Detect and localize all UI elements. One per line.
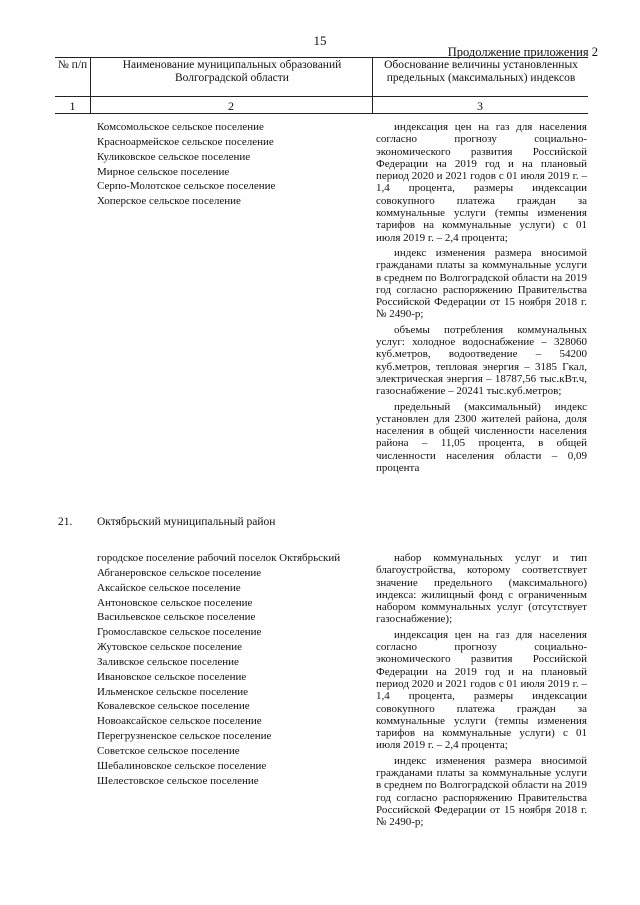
list-item: Советское сельское поселение: [97, 744, 240, 757]
justification-paragraph: индексация цен на газ для населения согласно прогнозу социально-экономического развития Российской Федерации на 2019 год и на плановый период 2020 и 2021 годов с 01 июля 2019 г. – 1,4 процента, размеры индексации совокупного платежа граждан за коммунальные услуги (темпы изменения тарифов на коммунальные услуги) с 01 июля 2019 г. – 2,4 процента;: [376, 628, 587, 752]
list-item: Комсомольское сельское поселение: [97, 121, 264, 133]
header-top-rule: [55, 57, 588, 58]
list-item: Красноармейское сельское поселение: [97, 135, 274, 148]
column-index-3: 3: [477, 99, 483, 113]
continuation-label: Продолжение приложения 2: [447, 45, 598, 59]
section-title: Октябрьский муниципальный район: [97, 516, 276, 528]
list-item: Шелестовское сельское поселение: [97, 774, 259, 787]
list-item: Серпо-Молотское сельское поселение: [97, 180, 276, 193]
list-item: Жутовское сельское поселение: [97, 641, 242, 654]
justification-paragraph: набор коммунальных услуг и тип благоустройства, которому соответствует значение предельного (максимального) индекса: жилищный фонд с ограниченным набором коммунальных услуг (отсутствует газоснабжение);: [376, 552, 587, 626]
list-item: Шебалиновское сельское поселение: [97, 759, 267, 772]
list-item: Васильевское сельское поселение: [97, 611, 256, 624]
justification-paragraph: объемы потребления коммунальных услуг: холодное водоснабжение – 328060 куб.метров, водоотведение – 54200 куб.метров, тепловая энергия – 3185 Гкал, электрическая энергия – 18787,56 тыс.кВт.ч, газоснабжение – 20241 тыс.куб.метров;: [376, 323, 587, 398]
list-item: Ковалевское сельское поселение: [97, 700, 250, 713]
justification-block-2: [376, 552, 587, 832]
list-item: Куликовское сельское поселение: [97, 150, 251, 163]
list-item: Хоперское сельское поселение: [97, 195, 241, 208]
justification-block-1: [376, 121, 587, 477]
list-item: городское поселение рабочий поселок Октябрьский: [97, 552, 341, 564]
list-item: Антоновское сельское поселение: [97, 596, 253, 609]
column-index-2: 2: [228, 99, 234, 113]
list-item: Заливское сельское поселение: [97, 655, 239, 668]
settlement-list-2: [97, 551, 340, 789]
header-col-number: № п/п: [57, 59, 88, 71]
list-item: Перегрузненское сельское поселение: [97, 730, 272, 743]
list-item: Аксайское сельское поселение: [97, 581, 241, 594]
justification-paragraph: индекс изменения размера вносимой гражданами платы за коммунальные услуги в среднем по Волгоградской области на 2019 год согласно распоряжению Правительства Российской Федерации от 15 ноября 2018 г. № 2490-р;: [376, 754, 587, 829]
header-col-justification: Обоснование величины установленных предельных (максимальных) индексов: [384, 59, 578, 84]
column-index-1: 1: [69, 99, 76, 113]
settlement-list-1: [97, 120, 275, 209]
header-mid-rule: [55, 96, 588, 97]
list-item: Ивановское сельское поселение: [97, 670, 247, 683]
list-item: Новоаксайское сельское поселение: [97, 715, 262, 728]
list-item: Ильменское сельское поселение: [97, 685, 249, 698]
justification-paragraph: предельный (максимальный) индекс установлен для 2300 жителей района, доля населения в общей численности населения района – 11,05 процента, в общей численности населения области – 0,09 процента: [376, 400, 587, 475]
list-item: Громославское сельское поселение: [97, 626, 262, 639]
section-number: 21.: [58, 516, 73, 528]
header-col-name: Наименование муниципальных образований Волгоградской области: [122, 59, 342, 84]
justification-paragraph: индексация цен на газ для населения согласно прогнозу социально-экономического развития Российской Федерации на 2019 год и на плановый период 2020 и 2021 годов с 01 июля 2019 г. – 1,4 процента, размеры индексации совокупного платежа граждан за коммунальные услуги (темпы изменения тарифов на коммунальные услуги) с 01 июля 2019 г. – 2,4 процента;: [376, 121, 587, 244]
list-item: Мирное сельское поселение: [97, 165, 230, 178]
page-number: 15: [313, 33, 327, 48]
list-item: Абганеровское сельское поселение: [97, 566, 262, 579]
justification-paragraph: индекс изменения размера вносимой гражданами платы за коммунальные услуги в среднем по Волгоградской области на 2019 год согласно распоряжению Правительства Российской Федерации от 15 ноября 2018 г. № 2490-р;: [376, 246, 587, 321]
